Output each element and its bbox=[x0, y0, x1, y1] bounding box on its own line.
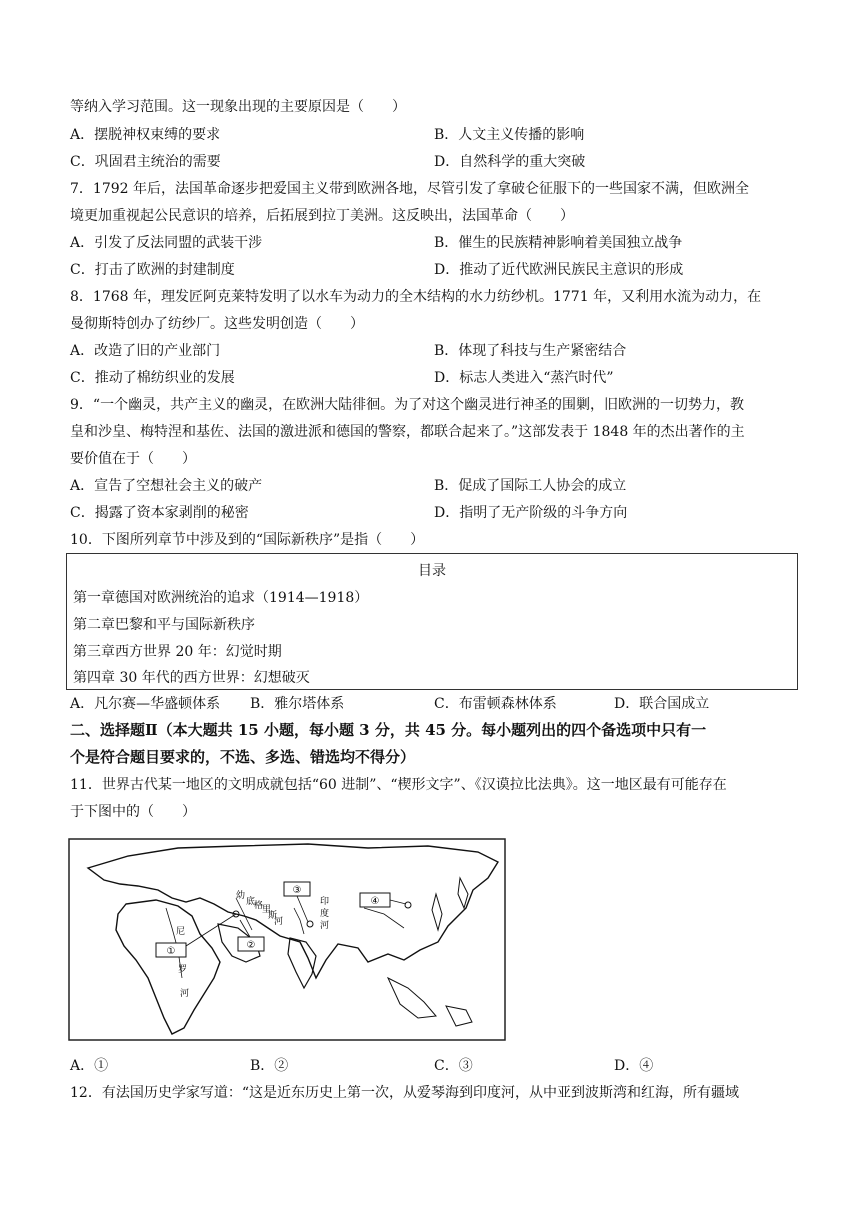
question-7-stem-line2: 境更加重视起公民意识的培养，后拓展到拉丁美洲。这反映出，法国革命（ ） bbox=[70, 208, 574, 224]
map-label-he3: 河 bbox=[320, 921, 330, 931]
q8-option-a: A．改造了旧的产业部门 bbox=[70, 343, 221, 359]
map-marker-4: ④ bbox=[370, 896, 380, 907]
question-10-stem: 10．下图所列章节中涉及到的“国际新秩序”是指（ ） bbox=[70, 532, 425, 548]
q8-option-b: B．体现了科技与生产紧密结合 bbox=[434, 343, 627, 359]
q11-option-a: A．① bbox=[70, 1058, 109, 1074]
q9-option-d: D．指明了无产阶级的斗争方向 bbox=[434, 505, 628, 521]
map-label-he2: 河 bbox=[274, 917, 284, 927]
map-label-du: 度 bbox=[320, 909, 330, 919]
map-label-li: 里 bbox=[262, 905, 272, 915]
table-of-contents-box bbox=[66, 553, 798, 690]
question-11-stem-line1: 11．世界古代某一地区的文明成就包括“60 进制”、“楔形文字”、《汉谟拉比法典》。这一地区最有可能存在 bbox=[70, 777, 727, 793]
q11-option-d: D．④ bbox=[614, 1058, 654, 1074]
q8-option-c: C．推动了棉纺织业的发展 bbox=[70, 370, 235, 386]
q10-option-a: A．凡尔赛—华盛顿体系 bbox=[70, 696, 221, 712]
map-marker-2: ② bbox=[246, 940, 256, 951]
map-label-ni: 尼 bbox=[176, 927, 186, 937]
map-marker-1: ① bbox=[166, 946, 176, 957]
map-label-di: 底 bbox=[246, 897, 256, 907]
map-label-he: 河 bbox=[180, 989, 190, 999]
question-6-stem-tail: 等纳入学习范围。这一现象出现的主要原因是（ ） bbox=[70, 99, 406, 115]
q10-option-d: D．联合国成立 bbox=[614, 696, 710, 712]
q8-option-d: D．标志人类进入“蒸汽时代” bbox=[434, 370, 614, 386]
map-label-you: 幼 bbox=[236, 891, 246, 901]
q6-option-c: C．巩固君主统治的需要 bbox=[70, 154, 221, 170]
question-11-stem-line2: 于下图中的（ ） bbox=[70, 804, 196, 820]
toc-chapter-2: 第二章巴黎和平与国际新秩序 bbox=[73, 617, 255, 633]
q7-option-b: B．催生的民族精神影响着美国独立战争 bbox=[434, 235, 683, 251]
toc-chapter-1: 第一章德国对欧洲统治的追求（1914—1918） bbox=[73, 590, 369, 606]
toc-chapter-3: 第三章西方世界 20 年：幻觉时期 bbox=[73, 644, 282, 660]
q9-option-b: B．促成了国际工人协会的成立 bbox=[434, 478, 627, 494]
question-9-stem-line2: 皇和沙皇、梅特涅和基佐、法国的激进派和德国的警察，都联合起来了。”这部发表于 1848 年的杰出著作的主 bbox=[70, 424, 745, 440]
q6-option-b: B．人文主义传播的影响 bbox=[434, 127, 585, 143]
map-label-si: 斯 bbox=[268, 911, 278, 921]
question-9-stem-line3: 要价值在于（ ） bbox=[70, 451, 196, 467]
q6-option-d: D．自然科学的重大突破 bbox=[434, 154, 586, 170]
q9-option-c: C．揭露了资本家剥削的秘密 bbox=[70, 505, 249, 521]
q11-option-b: B．② bbox=[250, 1058, 289, 1074]
q7-option-a: A．引发了反法同盟的武装干涉 bbox=[70, 235, 263, 251]
question-9-stem-line1: 9．“一个幽灵，共产主义的幽灵，在欧洲大陆徘徊。为了对这个幽灵进行神圣的围剿，旧欧洲的一切势力，教 bbox=[70, 397, 745, 413]
q6-option-a: A．摆脱神权束缚的要求 bbox=[70, 127, 221, 143]
section-2-heading-line1: 二、选择题Ⅱ（本大题共 15 小题，每小题 3 分，共 45 分。每小题列出的四个备选项中只有一 bbox=[70, 721, 707, 739]
q9-option-a: A．宣告了空想社会主义的破产 bbox=[70, 478, 263, 494]
map-label-ge: 格 bbox=[254, 901, 264, 911]
world-map-figure bbox=[68, 838, 506, 1041]
toc-title: 目录 bbox=[418, 563, 446, 579]
question-8-stem-line2: 曼彻斯特创办了纺纱厂。这些发明创造（ ） bbox=[70, 316, 364, 332]
question-8-stem-line1: 8．1768 年，理发匠阿克莱特发明了以水车为动力的全木结构的水力纺纱机。1771 年，又利用水流为动力，在 bbox=[70, 289, 762, 305]
map-label-luo: 罗 bbox=[178, 965, 188, 975]
question-12-stem-line1: 12．有法国历史学家写道：“这是近东历史上第一次，从爱琴海到印度河，从中亚到波斯湾和红海，所有疆域 bbox=[70, 1085, 739, 1101]
q7-option-d: D．推动了近代欧洲民族民主意识的形成 bbox=[434, 262, 684, 278]
q10-option-b: B．雅尔塔体系 bbox=[250, 696, 345, 712]
q11-option-c: C．③ bbox=[434, 1058, 473, 1074]
question-7-stem-line1: 7．1792 年后，法国革命逐步把爱国主义带到欧洲各地，尽管引发了拿破仑征服下的一些国家不满，但欧洲全 bbox=[70, 181, 749, 197]
map-marker-3: ③ bbox=[292, 885, 302, 896]
q7-option-c: C．打击了欧洲的封建制度 bbox=[70, 262, 235, 278]
q10-option-c: C．布雷顿森林体系 bbox=[434, 696, 557, 712]
map-label-yin: 印 bbox=[320, 897, 330, 907]
toc-chapter-4: 第四章 30 年代的西方世界：幻想破灭 bbox=[73, 670, 310, 686]
section-2-heading-line2: 个是符合题目要求的，不选、多选、错选均不得分） bbox=[70, 748, 416, 766]
